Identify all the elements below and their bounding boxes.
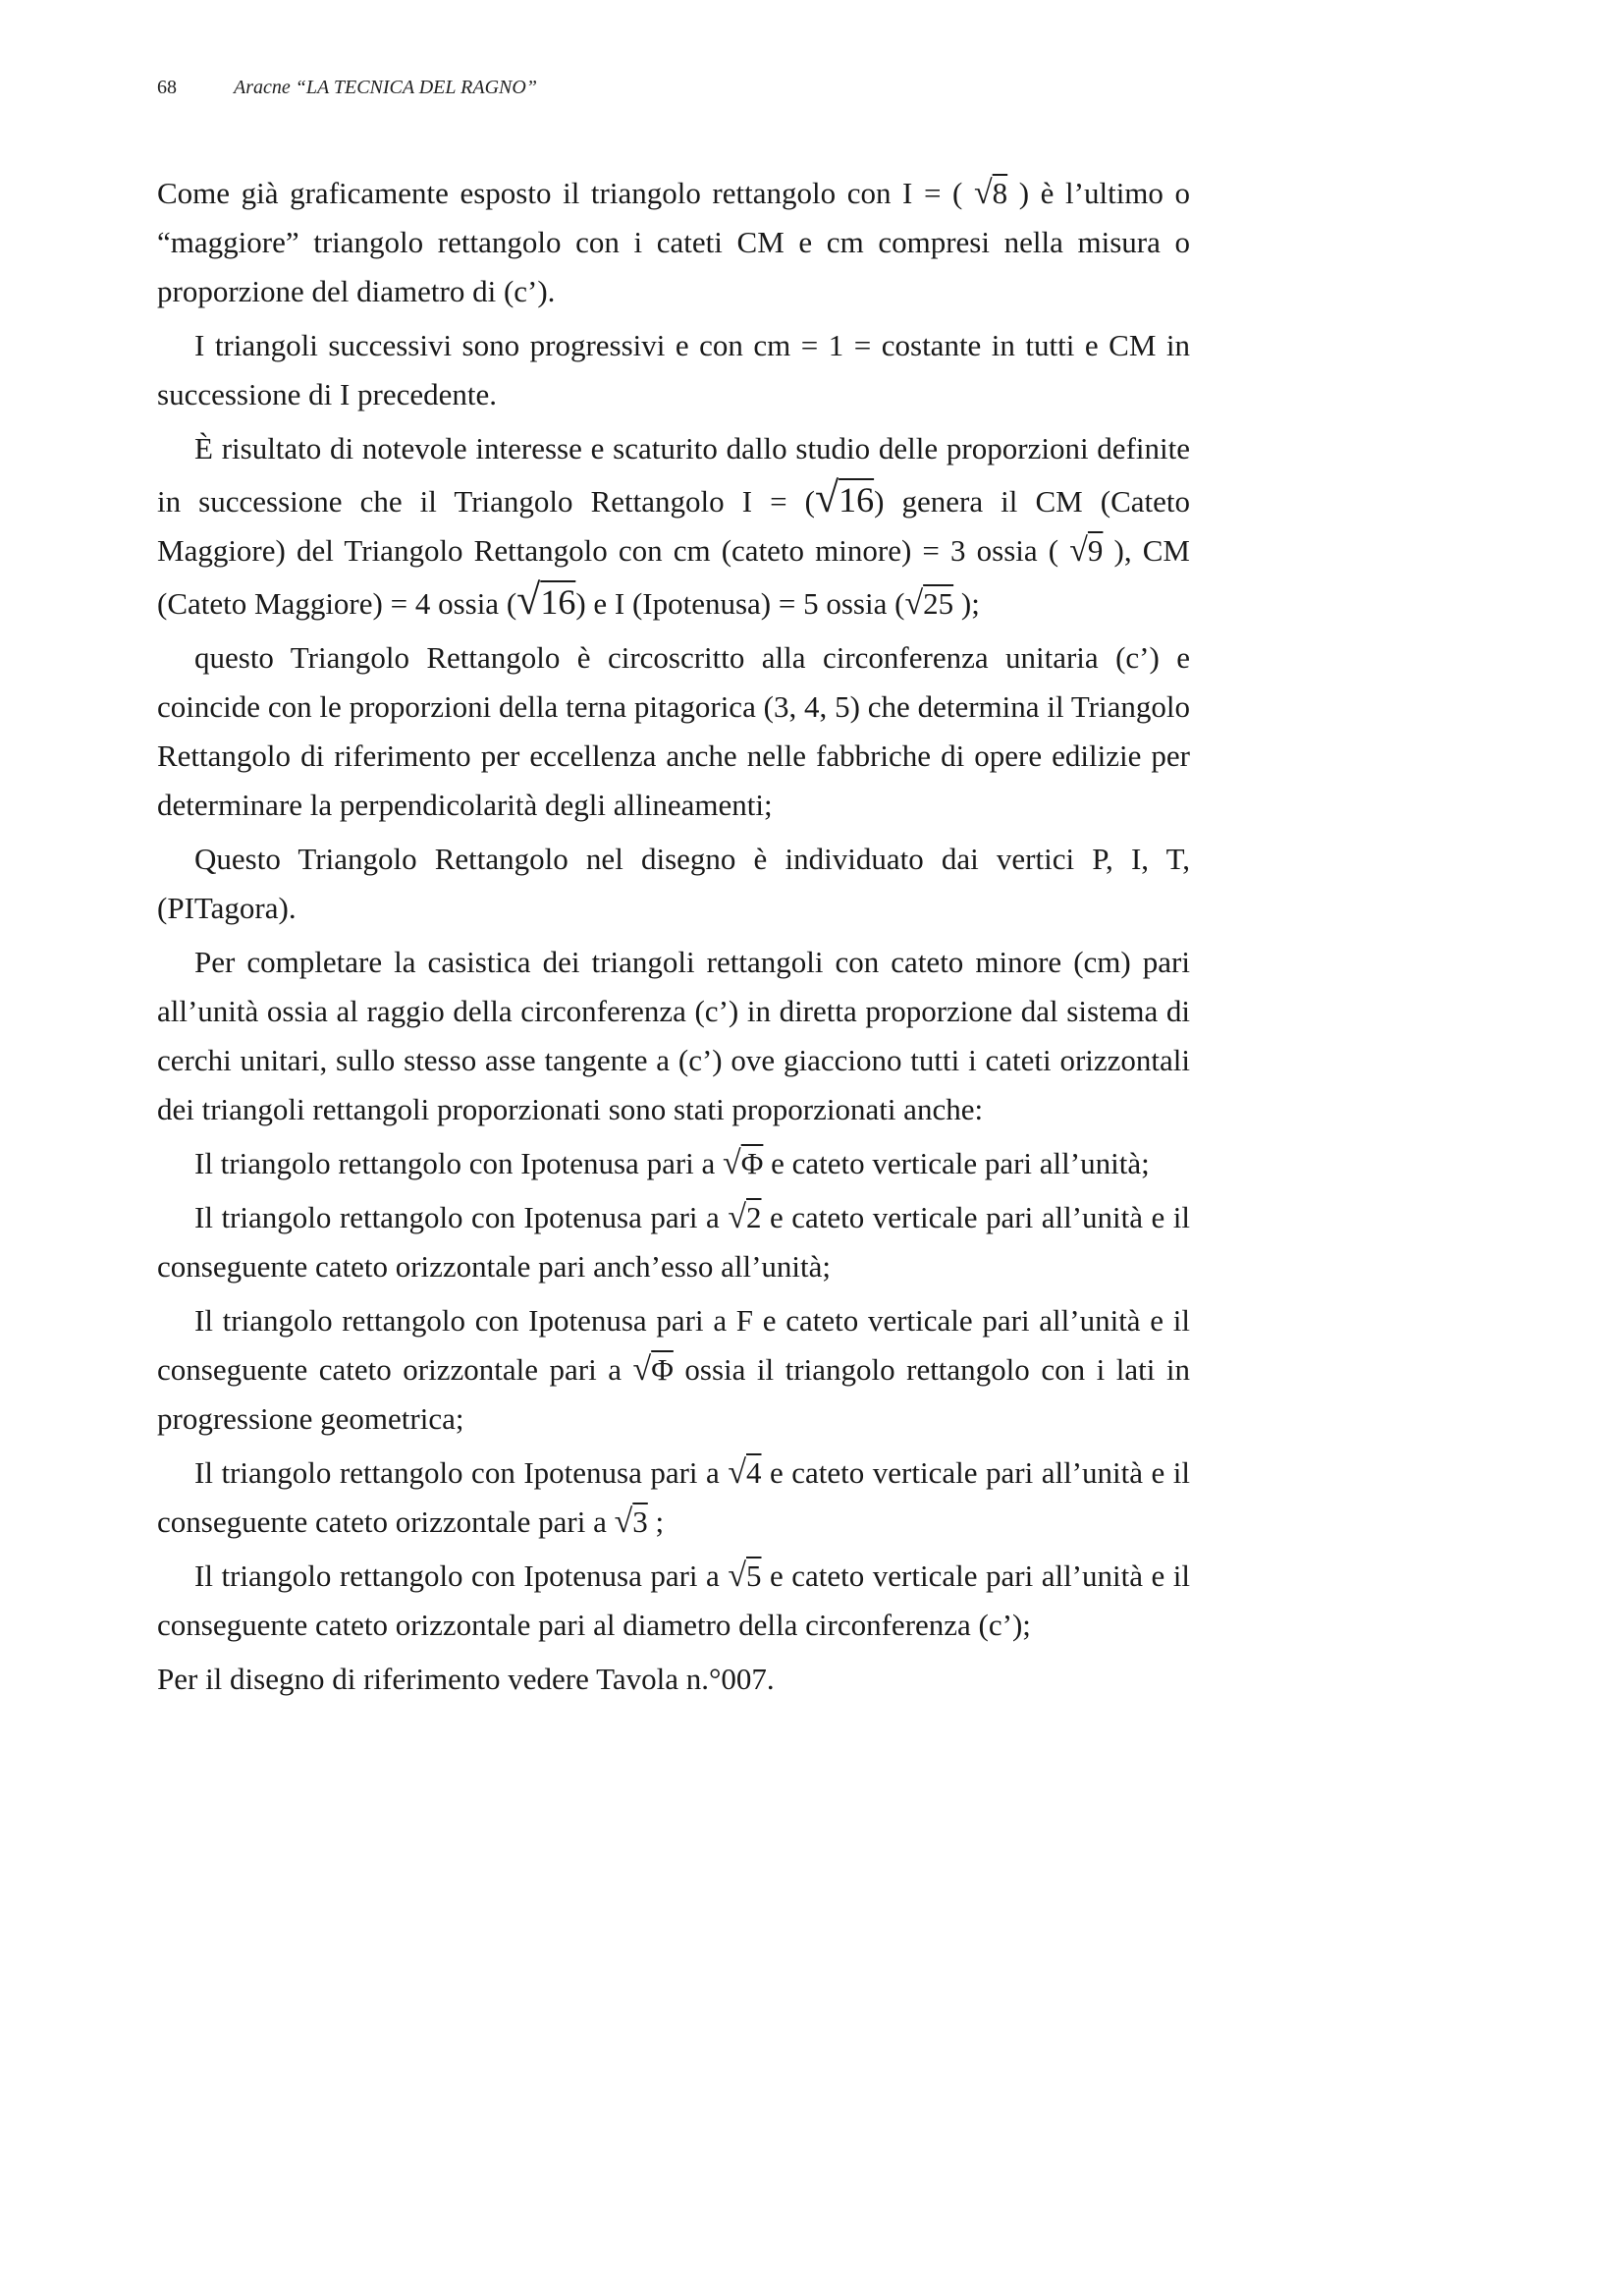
sqrt-9: √9 bbox=[1069, 532, 1104, 569]
paragraph-3: È risultato di notevole interesse e scaturito dallo studio delle proporzioni definite in successione che il Triangolo Rettangolo I = (√16) genera il CM (Cateto Maggiore) del Triangolo Rettangolo con cm (cateto minore) = 3 ossia ( √9 ), CM (Cateto Maggiore) = 4 ossia (√16) e I (Ipotenusa) = 5 ossia (√25 ); bbox=[157, 431, 1190, 624]
paragraph-10: Il triangolo rettangolo con Ipotenusa pari a √4 e cateto verticale pari all’unità e il conseguente cateto orizzontale pari a √3 ; bbox=[157, 1454, 1190, 1540]
paragraph-2: I triangoli successivi sono progressivi e con cm = 1 = costante in tutti e CM in successione di I precedente. bbox=[157, 328, 1190, 411]
sqrt-5: √5 bbox=[728, 1558, 762, 1594]
paragraph-7: Il triangolo rettangolo con Ipotenusa pari a √Φ e cateto verticale pari all’unità; bbox=[194, 1145, 1150, 1181]
sqrt-8: √8 bbox=[973, 175, 1008, 211]
running-header bbox=[157, 77, 537, 99]
page-number: 68 bbox=[157, 77, 177, 98]
sqrt-16-b: √16 bbox=[516, 575, 576, 624]
paragraph-9: Il triangolo rettangolo con Ipotenusa pari a F e cateto verticale pari all’unità e il conseguente cateto orizzontale pari a √Φ ossia il triangolo rettangolo con i lati in progressione geometrica; bbox=[157, 1303, 1190, 1436]
paragraph-12: Per il disegno di riferimento vedere Tavola n.°007. bbox=[157, 1662, 775, 1696]
sqrt-25: √25 bbox=[904, 585, 954, 622]
sqrt-4: √4 bbox=[728, 1454, 762, 1491]
paragraph-6: Per completare la casistica dei triangoli rettangoli con cateto minore (cm) pari all’unità ossia al raggio della circonferenza (c’) in diretta proporzione dal sistema di cerchi unitari, sullo stesso asse tangente a (c’) ove giacciono tutti i cateti orizzontali dei triangoli rettangoli proporzionati sono stati proporzionati anche: bbox=[157, 945, 1190, 1126]
paragraph-4: questo Triangolo Rettangolo è circoscritto alla circonferenza unitaria (c’) e coincide con le proporzioni della terna pitagorica (3, 4, 5) che determina il Triangolo Rettangolo di riferimento per eccellenza anche nelle fabbriche di opere edilizie per determinare la perpendicolarità degli allineamenti; bbox=[157, 640, 1190, 822]
sqrt-phi: √Φ bbox=[723, 1145, 764, 1181]
sqrt-2: √2 bbox=[728, 1199, 762, 1235]
sqrt-3: √3 bbox=[614, 1503, 648, 1540]
sqrt-phi-b: √Φ bbox=[632, 1351, 674, 1388]
sqrt-16: √16 bbox=[814, 473, 875, 521]
running-title: Aracne “LA TECNICA DEL RAGNO” bbox=[234, 77, 537, 98]
body-text bbox=[157, 169, 1190, 1709]
paragraph-11: Il triangolo rettangolo con Ipotenusa pari a √5 e cateto verticale pari all’unità e il conseguente cateto orizzontale pari al diametro della circonferenza (c’); bbox=[157, 1558, 1190, 1642]
paragraph-8: Il triangolo rettangolo con Ipotenusa pari a √2 e cateto verticale pari all’unità e il conseguente cateto orizzontale pari anch’esso all’unità; bbox=[157, 1199, 1190, 1284]
paragraph-1: Come già graficamente esposto il triangolo rettangolo con I = ( √8 ) è l’ultimo o “maggiore” triangolo rettangolo con i cateti CM e cm compresi nella misura o proporzione del diametro di (c’). bbox=[157, 175, 1191, 308]
paragraph-5: Questo Triangolo Rettangolo nel disegno è individuato dai vertici P, I, T, (PITagora). bbox=[157, 842, 1190, 925]
